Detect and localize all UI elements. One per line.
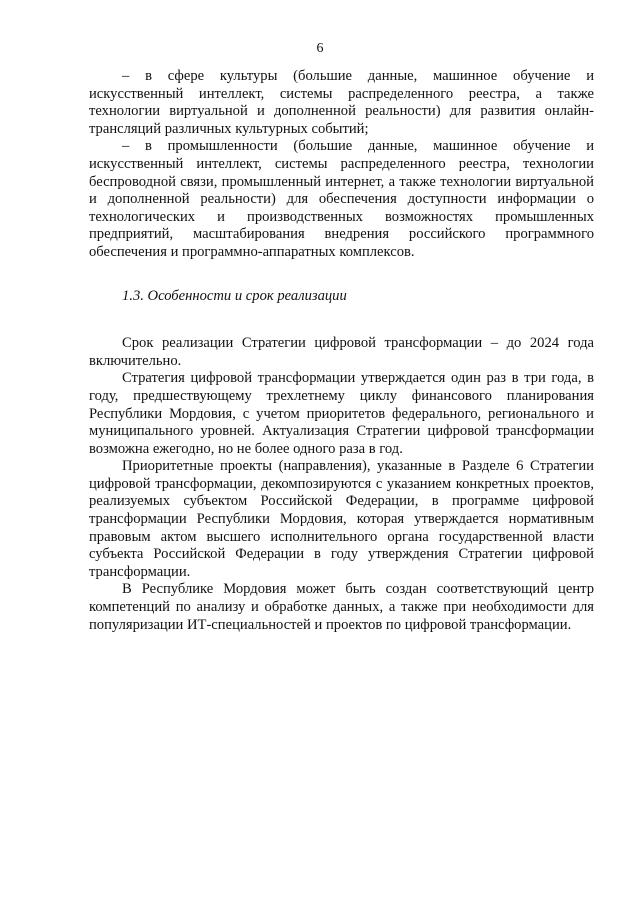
paragraph-term: Срок реализации Стратегии цифровой трансформации – до 2024 года включительно. [89, 335, 594, 369]
page-number: 6 [316, 41, 324, 56]
paragraph-approval: Стратегия цифровой трансформации утверждается один раз в три года, в году, предшествующему трехлетнему циклу финансового планирования Республики Мордовия, с учетом приоритетов федерального, регионального и муниципального уровней. Актуализация Стратегии цифровой трансформации возможна ежегодно, но не более одного раза в год. [89, 370, 594, 457]
page-content [89, 68, 594, 634]
bullet-industry: – в промышленности (большие данные, машинное обучение и искусственный интеллект, системы распределенного реестра, технологии беспроводной связи, промышленный интернет, а также технологии виртуальной и дополненной реальности) для обеспечения доступности информации о технологических и производственных возможностях промышленных предприятий, масштабирования внедрения российского программного обеспечения и программно-аппаратных комплексов. [89, 138, 594, 260]
section-heading: 1.3. Особенности и срок реализации [122, 287, 347, 304]
paragraph-competence-center: В Республике Мордовия может быть создан соответствующий центр компетенций по анализу и обработке данных, а также при необходимости для популяризации ИТ-специальностей и проектов по цифровой трансформации. [89, 581, 594, 633]
bullet-culture: – в сфере культуры (большие данные, машинное обучение и искусственный интеллект, системы распределенного реестра, а также технологии виртуальной и дополненной реальности) для развития онлайн-трансляций различных культурных событий; [89, 68, 594, 137]
paragraph-priority-projects: Приоритетные проекты (направления), указанные в Разделе 6 Стратегии цифровой трансформации, декомпозируются с указанием конкретных проектов, реализуемых субъектом Российской Федерации, в программе цифровой трансформации Республики Мордовия, которая утверждается нормативным правовым актом высшего исполнительного органа государственной власти субъекта Российской Федерации в году утверждения Стратегии цифровой трансформации. [89, 458, 594, 580]
